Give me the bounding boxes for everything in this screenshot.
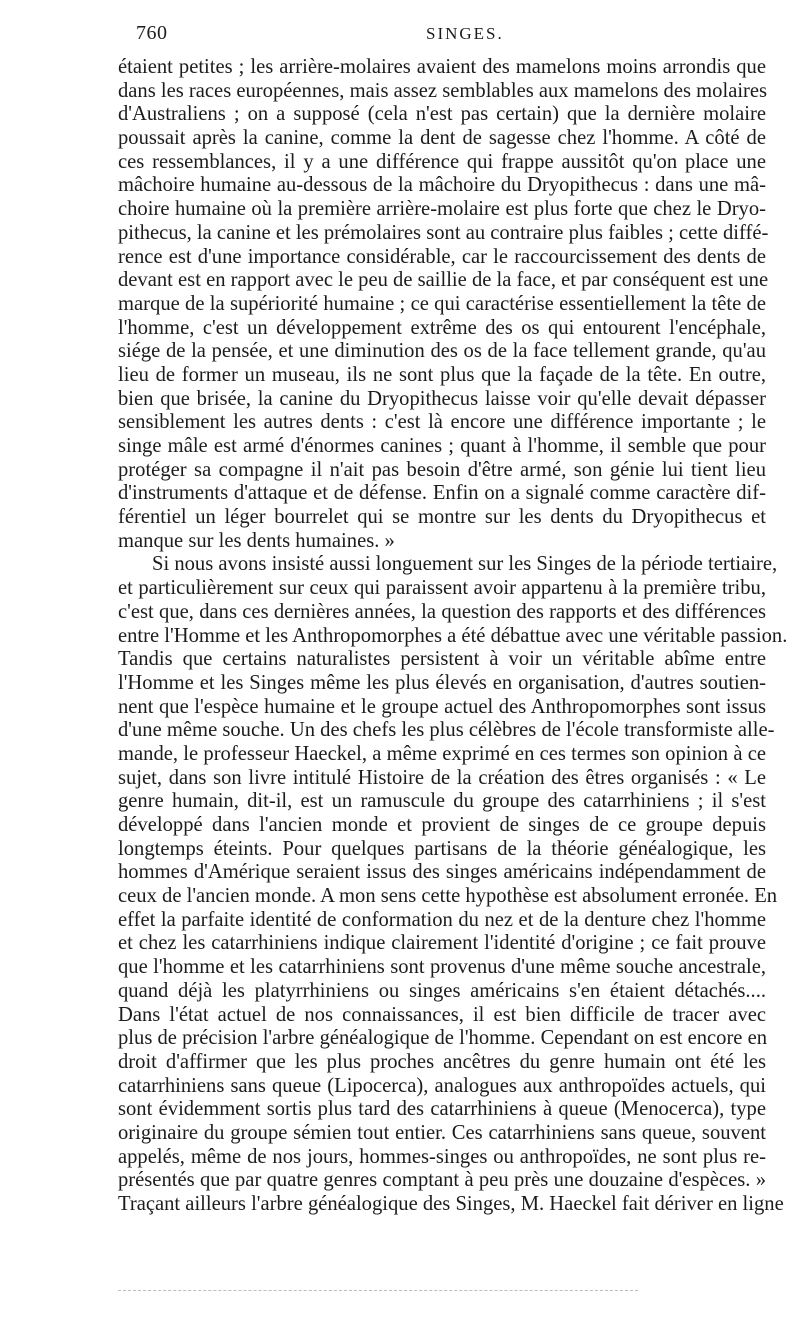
text-line: ces ressemblances, il y a une différence qui frappe aussitôt qu'on place une (118, 150, 766, 173)
text-line: mâchoire humaine au-dessous de la mâchoire du Dryopithecus : dans une mâ- (118, 174, 766, 197)
text-line: rence est d'une importance considérable, car le raccourcissement des dents de (118, 245, 766, 268)
text-line: hommes d'Amérique seraient issus des singes américains indépendamment de (118, 861, 766, 884)
text-line: et particulièrement sur ceux qui paraissent avoir appartenu à la première tribu, (118, 577, 766, 600)
text-line: développé dans l'ancien monde et provient de singes de ce groupe depuis (118, 814, 766, 836)
text-line: sujet, dans son livre intitulé Histoire de la création des êtres organisés : « Le (118, 766, 766, 789)
text-line: Dans l'état actuel de nos connaissances, il est bien difficile de tracer avec (118, 1003, 766, 1026)
text-line: appelés, même de nos jours, hommes-singes ou anthropoïdes, ne sont plus re- (118, 1145, 766, 1168)
text-line: poussait après la canine, comme la dent de sagesse chez l'homme. A côté de (118, 127, 766, 150)
text-line: devant est en rapport avec le peu de saillie de la face, et par conséquent est une (118, 269, 769, 292)
text-line: d'une même souche. Un des chefs les plus célèbres de l'école transformiste alle- (118, 719, 775, 742)
text-line: étaient petites ; les arrière-molaires avaient des mamelons moins arrondis que (118, 56, 766, 78)
text-line: entre l'Homme et les Anthropomorphes a été débattue avec une véritable passion. (118, 624, 788, 647)
text-line: siége de la pensée, et une diminution des os de la face tellement grande, qu'au (118, 340, 766, 363)
paragraph-start-line: Si nous avons insisté aussi longuement sur les Singes de la période tertiaire, (152, 553, 778, 576)
page-number: 760 (136, 22, 168, 44)
text-line: marque de la supériorité humaine ; ce qui caractérise essentiellement la tête de (118, 292, 766, 315)
page-bottom-rule (118, 1290, 638, 1291)
text-line: d'instruments d'attaque et de défense. Enfin on a signalé comme caractère dif- (118, 482, 766, 505)
text-line: pithecus, la canine et les prémolaires sont au contraire plus faibles ; cette diffé- (118, 221, 769, 244)
text-line: férentiel un léger bourrelet qui se montre sur les dents du Dryopithecus et (118, 506, 766, 529)
text-line: mande, le professeur Haeckel, a même exprimé en ces termes son opinion à ce (118, 742, 766, 765)
body-text (118, 56, 788, 1217)
text-line: l'homme, c'est un développement extrême des os qui entourent l'encéphale, (118, 316, 766, 339)
text-line: originaire du groupe sémien tout entier. Ces catarrhiniens sans queue, souvent (118, 1121, 766, 1144)
text-line: l'Homme et les Singes même les plus élevés en organisation, d'autres soutien- (118, 671, 766, 694)
text-line: catarrhiniens sans queue (Lipocerca), analogues aux anthropoïdes actuels, qui (118, 1074, 766, 1097)
text-line: genre humain, dit-il, est un ramuscule du groupe des catarrhiniens ; il s'est (118, 790, 766, 813)
text-line: singe mâle est armé d'énormes canines ; quant à l'homme, il semble que pour (118, 435, 766, 457)
text-line: d'Australiens ; on a supposé (cela n'est pas certain) que la dernière molaire (118, 103, 766, 126)
text-line: choire humaine où la première arrière-molaire est plus forte que chez le Dryo- (118, 198, 766, 221)
text-line: protéger sa compagne il n'ait pas besoin d'être armé, son génie lui tient lieu (118, 458, 766, 481)
text-line: longtemps éteints. Pour quelques partisans de la théorie généalogique, les (118, 837, 766, 860)
text-line: bien que brisée, la canine du Dryopithecus laisse voir qu'elle devait dépasser (118, 387, 766, 410)
text-line: présentés que par quatre genres comptant à peu près une douzaine d'espèces. » (118, 1169, 766, 1192)
text-line: quand déjà les platyrrhiniens ou singes américains s'en étaient détachés.... (118, 979, 766, 1002)
text-line: Traçant ailleurs l'arbre généalogique des Singes, M. Haeckel fait dériver en ligne (118, 1193, 784, 1215)
text-line: et chez les catarrhiniens indique clairement l'identité d'origine ; ce fait prouve (118, 932, 766, 955)
text-line: ceux de l'ancien monde. A mon sens cette hypothèse est absolument erronée. En (118, 885, 778, 908)
text-line: sont évidemment sortis plus tard des catarrhiniens à queue (Menocerca), type (118, 1098, 766, 1121)
page-header (136, 22, 766, 52)
text-line: effet la parfaite identité de conformation du nez et de la denture chez l'homme (118, 908, 766, 931)
text-line: droit d'affirmer que les plus proches ancêtres du genre humain ont été les (118, 1050, 766, 1073)
running-head: SINGES. (426, 24, 504, 43)
text-line: lieu de former un museau, ils ne sont plus que la façade de la tête. En outre, (118, 363, 766, 386)
text-line: dans les races européennes, mais assez semblables aux mamelons des molaires (118, 79, 768, 102)
text-line: plus de précision l'arbre généalogique de l'homme. Cependant on est encore en (118, 1027, 768, 1050)
text-line: que l'homme et les catarrhiniens sont provenus d'une même souche ancestrale, (118, 956, 766, 979)
text-line: c'est que, dans ces dernières années, la question des rapports et des différences (118, 600, 766, 623)
text-line: Tandis que certains naturalistes persistent à voir un véritable abîme entre (118, 648, 766, 671)
text-line: sensiblement les autres dents : c'est là encore une différence importante ; le (118, 411, 766, 434)
text-line: nent que l'espèce humaine et le groupe actuel des Anthropomorphes sont issus (118, 695, 766, 718)
text-line: manque sur les dents humaines. » (118, 529, 395, 552)
